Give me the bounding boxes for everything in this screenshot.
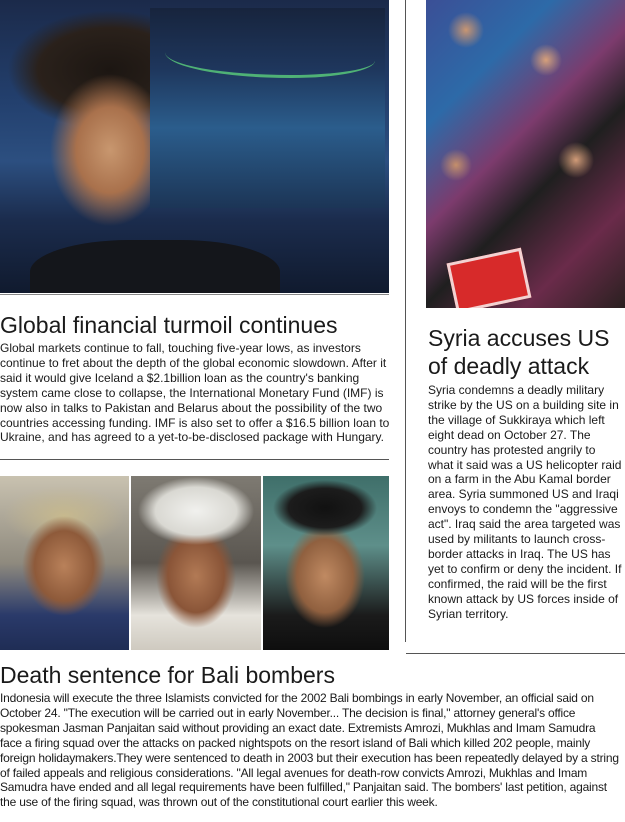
bomber-photo-1: [0, 476, 129, 650]
bali-body: Indonesia will execute the three Islamists convicted for the 2002 Bali bombings in early November, an official said on October 24. "The execution will be carried out in early November... The decision is final," attorney general's office spokesman Jasman Panjaitan said without providing an exact date. Extremists Amrozi, Mukhlas and Imam Samudra face a firing squad over the attacks on packed nightspots on the resort island of Bali which killed 202 people, mainly foreign holidaymakers.They were sentenced to death in 2003 but their execution has been repeatedly delayed by a string of failed appeals and religious considerations. "All legal avenues for death-row convicts Amrozi, Mukhlas and Imam Samudra have ended and all legal requirements have been fulfilled," Panjaitan said. The bombers' last petition, against the use of the firing squad, was thrown out of the constitutional court earlier this week.: [0, 691, 619, 810]
syrian-mourners-photo: [426, 0, 625, 308]
financial-headline: Global financial turmoil continues: [0, 312, 338, 338]
bomber-photo-2: [131, 476, 261, 650]
section-divider-left: [0, 459, 389, 460]
photo-underline: [0, 294, 389, 295]
syria-headline: Syria accuses US of deadly attack: [428, 325, 610, 379]
section-divider-right: [406, 653, 625, 654]
bomber-photo-3: [263, 476, 389, 650]
picture-frame: [447, 248, 532, 308]
trader-suit: [30, 240, 280, 293]
syria-body: Syria condemns a deadly military strike by the US on a building site in the village of Sukkiraya which left eight dead on October 27. The country has protested angrily to what it said was a US helicopter raid on a farm in the Abu Kamal border area. Syria summoned US and Iraqi envoys to condemn the "aggressive act". Iraq said the area targeted was used by militants to launch cross-border attacks in Iraq. The US has yet to confirm or deny the incident. If confirmed, the raid will be the first known attack by US forces inside of Syrian territory.: [428, 383, 622, 621]
trader-photo: [0, 0, 389, 293]
bali-headline: Death sentence for Bali bombers: [0, 662, 335, 688]
financial-body: Global markets continue to fall, touching five-year lows, as investors continue to fret about the depth of the global economic slowdown. After it said it would give Iceland a $2.1billion loan as the country's banking system came close to collapse, the International Monetary Fund (IMF) is now also in talks to Pakistan and Belarus about the possibility of the two countries accessing funding. IMF is also set to offer a $16.5 billion loan to Ukraine, and has agreed to a yet-to-be-disclosed package with Hungary.: [0, 341, 390, 445]
column-divider: [405, 0, 406, 642]
